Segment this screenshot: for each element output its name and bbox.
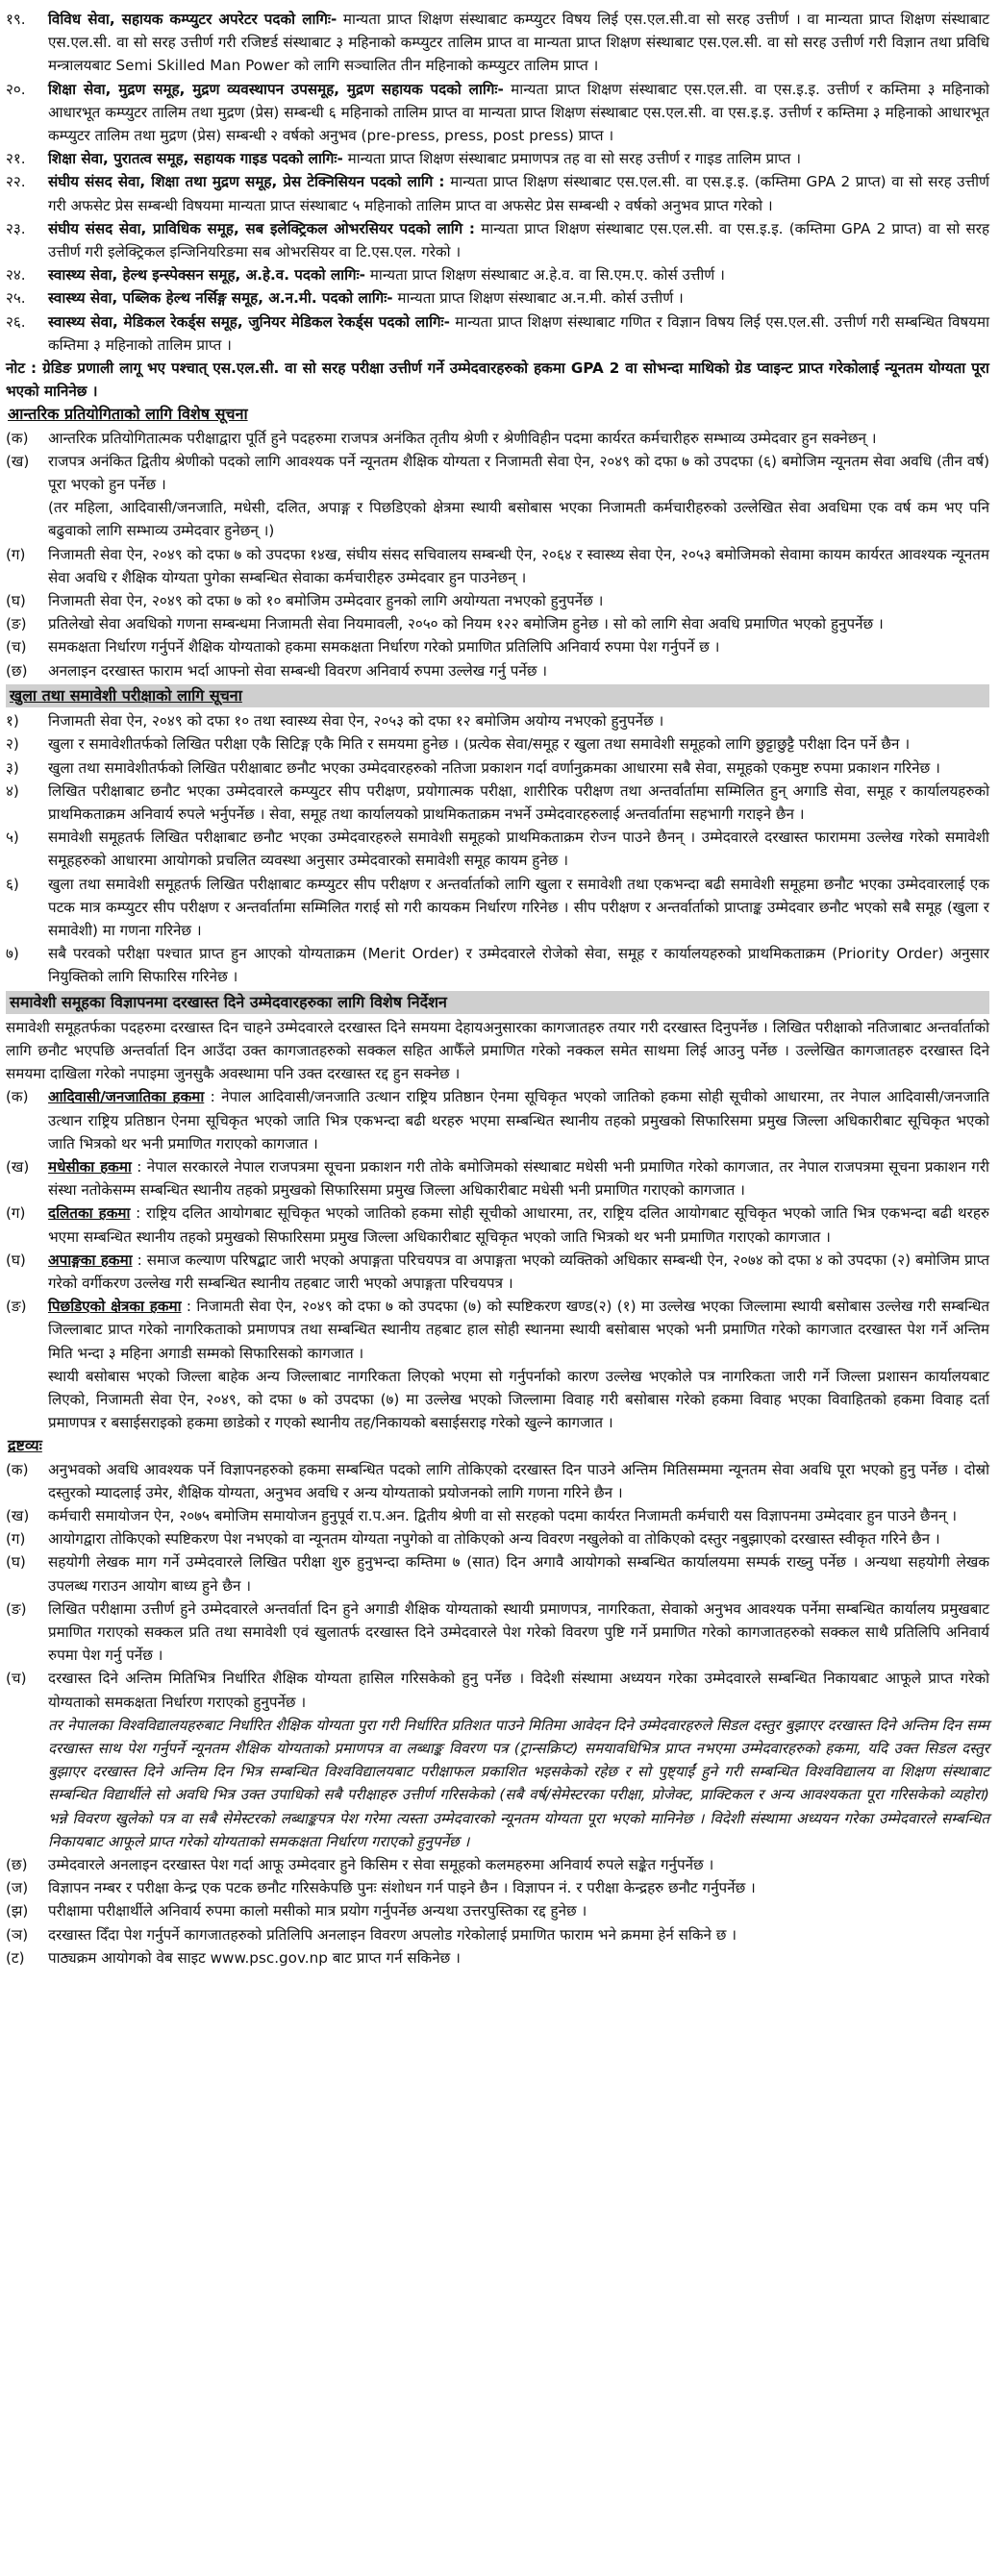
item-number: (च) <box>6 1670 27 1688</box>
list-item <box>6 450 989 496</box>
item-number: (ख) <box>6 452 30 470</box>
post-item <box>6 263 989 286</box>
list-item <box>6 732 989 755</box>
post-title: शिक्षा सेवा, मुद्रण समूह, मुद्रण व्यवस्थापन उपसमूह, मुद्रण सहायक पदको लागिः- <box>48 80 504 98</box>
item-number: (छ) <box>6 661 28 680</box>
item-text: अनुभवको अवधि आवश्यक पर्ने विज्ञापनहरुको हकमा सम्बन्धित पदको लागि तोकिएको दरखास्त दिन पाउने अन्तिम मितिसम्ममा न्यूनतम सेवा अवधि पूरा भएको हुनु पर्नेछ । दोस्रो दस्तुरको म्यादलाई उमेर, शैक्षिक योग्यता, अनुभव अवधि र अन्य योग्यताको प्रयोजनको लागि गणना गरिने छैन । <box>48 1460 989 1501</box>
list-item <box>6 1201 989 1248</box>
item-number: (ङ) <box>6 1599 27 1618</box>
post-number: २६. <box>6 312 26 331</box>
list-item <box>6 1667 989 1713</box>
item-text: खुला तथा समावेशी समूहतर्फ लिखित परीक्षाबाट कम्प्युटर सीप परीक्षण र अन्तर्वार्ताको लागि खुला र समावेशी तथा एकभन्दा बढी समावेशी समूहमा छनौट भएका उम्मेदवारलाई एक पटक मात्र कम्प्युटर सीप परीक्षण र अन्तर्वार्तामा सम्मिलित गराई सो गरी कायकम निर्धारण गरिनेछ । सीप परीक्षण र अन्तर्वार्ताको प्राप्ताङ्क उम्मेदवार छनौट भएको सबै समूह (खुला र समावेशी) मा गणना गरिनेछ । <box>48 875 989 939</box>
post-item <box>6 217 989 263</box>
post-number: २५. <box>6 289 26 308</box>
list-item <box>6 635 989 658</box>
post-title: विविध सेवा, सहायक कम्प्युटर अपरेटर पदको लागिः- <box>48 11 337 28</box>
list-item <box>6 1923 989 1946</box>
list-item <box>6 1876 989 1899</box>
item-text: दरखास्त दिँदा पेश गर्नुपर्ने कागजातहरुको प्रतिलिपि अनलाइन विवरण अपलोड गरेकोलाई प्रमाणित फाराम भने क्रममा हेर्न सकिने छ । <box>48 1925 737 1944</box>
post-requirements: मान्यता प्राप्त शिक्षण संस्थाबाट एस.एल.सी. वा एस.इ.इ. (कम्तिमा GPA 2 प्राप्त) वा सो सरह उत्तीर्ण गरी इलेक्ट्रिकल इन्जिनियरिङमा सब ओभरसियर वा टि.एस.एल. गरेको । <box>48 219 990 261</box>
item-text: राजपत्र अनंकित द्वितीय श्रेणीको पदको लागि आवश्यक पर्ने न्यूनतम शैक्षिक योग्यता र निजामती सेवा ऐन, २०४९ को दफा ७ को उपदफा (६) बमोजिम न्यूनतम सेवा अवधि (तीन वर्ष) पूरा भएको हुन पर्नेछ । <box>48 452 989 494</box>
item-number: ४) <box>6 781 19 800</box>
post-title: संघीय संसद सेवा, शिक्षा तथा मुद्रण समूह, प्रेस टेक्निसियन पदको लागि : <box>48 173 445 191</box>
group-label: आदिवासी/जनजातिका हकमा <box>48 1088 205 1106</box>
item-number: १) <box>6 712 19 731</box>
post-item <box>6 8 989 78</box>
list-item <box>6 709 989 732</box>
post-requirements: मान्यता प्राप्त शिक्षण संस्थाबाट एस.एल.सी. वा एस.इ.इ. उत्तीर्ण र कम्तिमा ३ महिनाको आधारभूत कम्प्युटर तालिम तथा मुद्रण (प्रेस) सम्बन्धी ६ महिनाको तालिम प्राप्त वा मान्यता प्राप्त शिक्षण संस्थाबाट एस.एल.सी. वा एस.इ.इ. उत्तीर्ण र कम्तिमा ३ महिनाको आधारभूत कम्प्युटर तालिम तथा मुद्रण (प्रेस) सम्बन्धी २ वर्षको अनुभव (pre-press, press, post press) प्राप्त । <box>48 80 989 145</box>
item-number: ३) <box>6 758 19 777</box>
item-number: (ग) <box>6 545 26 563</box>
open-heading: खुला तथा समावेशी परीक्षाको लागि सूचना <box>10 685 242 705</box>
item-number: ५) <box>6 829 19 847</box>
item-number: (घ) <box>6 1553 26 1572</box>
notes-list <box>6 1458 989 1714</box>
post-title: स्वास्थ्य सेवा, पब्लिक हेल्थ नर्सिङ्ग समूह, अ.न.मी. पदको लागिः- <box>48 289 393 308</box>
item-text: आन्तरिक प्रतियोगितात्मक परीक्षाद्वारा पूर्ति हुने पदहरुमा राजपत्र अनंकित तृतीय श्रेणी र श्रेणीविहीन पदमा कार्यरत कर्मचारीहरु सम्भाव्य उम्मेदवार हुन सक्नेछन् । <box>48 429 877 447</box>
list-item <box>6 1550 989 1597</box>
post-requirements: मान्यता प्राप्त शिक्षण संस्थाबाट अ.न.मी. कोर्स उत्तीर्ण । <box>392 289 684 308</box>
item-text: : नेपाल सरकारले नेपाल राजपत्रमा सूचना प्रकाशन गरी तोके बमोजिमको संस्थाबाट मधेसी भनी प्रमाणित गरेको कागजात, तर नेपाल राजपत्रमा सूचना प्रकाशन गरी संस्था नतोकेसम्म सम्बन्धित स्थानीय तहको प्रमुखको सिफारिसमा प्रमुख जिल्ला अधिकारीबाट मधेसी भनी प्रमाणित गराएको कागजात । <box>48 1157 989 1200</box>
post-number: २०. <box>6 80 26 98</box>
item-number: (ग) <box>6 1204 26 1223</box>
item-text: पाठ्यक्रम आयोगको वेब साइट www.psc.gov.np बाट प्राप्त गर्न सकिनेछ । <box>48 1948 461 1967</box>
post-requirements: मान्यता प्राप्त शिक्षण संस्थाबाट एस.एल.सी. वा एस.इ.इ. (कम्तिमा GPA 2 प्राप्त) वा सो सरह उत्तीर्ण गरी अफसेट प्रेस सम्बन्धी विषयमा मान्यता प्राप्त संस्थाबाट ५ महिनाको तालिम प्राप्त वा अफसेट प्रेस सम्बन्धी २ वर्षको अनुभव प्राप्त गरेको । <box>48 173 989 214</box>
list-item <box>6 427 989 450</box>
notes-list-2 <box>6 1853 989 1969</box>
inclusive-heading-band <box>6 991 989 1014</box>
item-text: लिखित परीक्षाबाट छनौट भएका उम्मेदवारले कम्प्युटर सीप परीक्षण, प्रयोगात्मक परीक्षा, शारीरिक परीक्षण तथा अन्तर्वार्तामा सम्मिलित हुन् अगाडि सेवा, समूह र कार्यालयहरुको प्राथमिकताक्रम अनिवार्य रुपले भर्नुपर्नेछ । सेवा, समूह तथा कार्यालयको प्राथमिकताक्रम नभर्ने उम्मेदवारहरुलाई अन्तर्वार्तामा सहभागी गराइने छैन । <box>48 781 989 823</box>
item-text: प्रतिलेखो सेवा अवधिको गणना सम्बन्धमा निजामती सेवा नियमावली, २०५० को नियम १२२ बमोजिम हुनेछ । सो को लागि सेवा अवधि प्रमाणित भएको हुनुपर्नेछ । <box>48 615 884 633</box>
item-number: (क) <box>6 1460 29 1478</box>
item-text: सबै परवको परीक्षा पश्चात प्राप्त हुन आएको योग्यताक्रम (Merit Order) र उम्मेदवारले रोजेको सेवा, समूह र कार्यालयहरुको प्राथमिकताक्रम (Priority Order) अनुसार नियुक्तिको लागि सिफारिस गरिनेछ । <box>48 945 989 986</box>
item-text: निजामती सेवा ऐन, २०४९ को दफा १० तथा स्वास्थ्य सेवा ऐन, २०५३ को दफा १२ बमोजिम अयोग्य नभएको हुनुपर्नेछ । <box>48 712 664 731</box>
item-text: आयोगद्वारा तोकिएको स्पष्टिकरण पेश नभएको वा न्यूनतम योग्यता नपुगेको वा तोकिएको अन्य विवरण नखुलेको वा तोकिएको दस्तुर नबुझाएको दरखास्त स्वीकृत गरिने छैन । <box>48 1530 940 1548</box>
post-requirements: मान्यता प्राप्त शिक्षण संस्थाबाट अ.हे.व. वा सि.एम.ए. कोर्स उत्तीर्ण । <box>364 266 725 285</box>
post-title: स्वास्थ्य सेवा, मेडिकल रेकर्ड्स समूह, जुनियर मेडिकल रेकर्ड्स पदको लागिः- <box>48 312 450 331</box>
item-number: (झ) <box>6 1902 29 1920</box>
item-text: समावेशी समूहतर्फ लिखित परीक्षाबाट छनौट भएका उम्मेदवारहरुले समावेशी समूहको प्राथमिकताक्रम रोज्न पाउने छैनन् । उम्मेदवारले दरखास्त फाराममा उल्लेख गरेको समावेशी समूहहरुको आधारमा आयोगको प्रचलित व्यवस्था अनुसार उम्मेदवारको समावेशी समूह कायम हुनेछ । <box>48 829 989 870</box>
post-number: २१. <box>6 150 26 168</box>
post-requirements: मान्यता प्राप्त शिक्षण संस्थाबाट गणित र विज्ञान विषय लिई एस.एल.सी. उत्तीर्ण गरी सम्बन्धित विषयमा कम्तिमा ३ महिनाको तालिम प्राप्त । <box>48 312 989 354</box>
item-number: (ख) <box>6 1157 30 1176</box>
item-number: (ख) <box>6 1507 30 1524</box>
grading-note <box>6 357 989 403</box>
item-number: ७) <box>6 945 19 963</box>
item-text: सहयोगी लेखक माग गर्ने उम्मेदवारले लिखित परीक्षा शुरु हुनुभन्दा कम्तिमा ७ (सात) दिन अगावै आयोगको सम्बन्धित कार्यालयमा सम्पर्क राख्नु पर्नेछ । अन्यथा सहयोगी लेखक उपलब्ध गराउन आयोग बाध्य हुने छैन । <box>48 1553 989 1595</box>
post-number: २३. <box>6 219 26 237</box>
item-number: ६) <box>6 875 19 893</box>
post-item <box>6 147 989 170</box>
list-item <box>6 1085 989 1155</box>
item-number: २) <box>6 735 19 754</box>
inclusive-heading: समावेशी समूहका विज्ञापनमा दरखास्त दिने उम्मेदवारहरुका लागि विशेष निर्देशन <box>10 992 447 1011</box>
post-title: संघीय संसद सेवा, प्राविधिक समूह, सब इलेक्ट्रिकल ओभरसियर पदको लागि : <box>48 219 475 237</box>
item-text: : राष्ट्रिय दलित आयोगबाट सूचिकृत भएको जातिको हकमा सोही सूचीको आधारमा, तर, राष्ट्रिय दलित आयोगबाट सूचिकृत भएको जाति भित्र एकभन्दा बढी थरहरु भएमा सम्बन्धित स्थानीय तहको प्रमुखको सिफारिसमा प्रमुख जिल्ला अधिकारीबाट सूचिकृत भएको जाति भित्रको थर भनी प्रमाणित गराएको कागजात । <box>48 1204 989 1246</box>
list-item <box>6 543 989 589</box>
inclusive-list <box>6 1085 989 1364</box>
list-item <box>6 756 989 780</box>
item-number: (ज) <box>6 1879 29 1897</box>
list-item <box>6 1598 989 1668</box>
item-text: उम्मेदवारले अनलाइन दरखास्त पेश गर्दा आफू उम्मेदवार हुने किसिम र सेवा समूहको कलमहरुमा अनिवार्य रुपले सङ्केत गर्नुपर्नेछ । <box>48 1856 714 1874</box>
note-text: ग्रेडिङ प्रणाली लागू भए पश्चात् एस.एल.सी. वा सो सरह परीक्षा उत्तीर्ण गर्ने उम्मेदवारहरुको हकमा GPA 2 वा सोभन्दा माथिको ग्रेड प्वाइन्ट प्राप्त गरेकोलाई न्यूनतम योग्यता पूरा भएको मानिनेछ । <box>6 359 989 401</box>
list-item <box>6 942 989 988</box>
item-text: निजामती सेवा ऐन, २०४९ को दफा ७ को उपदफा १४ख, संघीय संसद सचिवालय सम्बन्धी ऐन, २०६४ र स्वास्थ्य सेवा ऐन, २०५३ बमोजिमको सेवामा कायम कार्यरत आवश्यक न्यूनतम सेवा अवधि र शैक्षिक योग्यता पुगेका सम्बन्धित सेवाका कर्मचारीहरु उम्मेदवार हुन पाउनेछन् । <box>48 545 989 586</box>
item-number: (ट) <box>6 1948 25 1967</box>
post-item <box>6 78 989 148</box>
list-item <box>6 873 989 943</box>
item-number: (ग) <box>6 1530 26 1548</box>
item-text: : निजामती सेवा ऐन, २०४९ को दफा ७ को उपदफा (७) को स्पष्टिकरण खण्ड(२) (१) मा उल्लेख भएका जिल्लामा स्थायी बसोबास उल्लेख गरी सम्बन्धित जिल्लाबाट प्राप्त गरेको नागरिकताको प्रमाणपत्र तथा सम्बन्धित स्थानीय तहबाट हाल सोही स्थानमा स्थायी बसोबास भएको भनी प्रमाणित गरेको कागजात दरखास्त पेश गर्ने अन्तिम मिति भन्दा ३ महिना अगाडी सम्मको सिफारिसको कागजात । <box>48 1298 989 1362</box>
item-number: (ङ) <box>6 1298 27 1316</box>
open-list <box>6 709 989 988</box>
post-title: शिक्षा सेवा, पुरातत्व समूह, सहायक गाइड पदको लागिः- <box>48 150 343 168</box>
list-item <box>6 496 989 542</box>
post-list <box>6 8 989 357</box>
list-item <box>6 1946 989 1969</box>
item-number: (घ) <box>6 1251 26 1269</box>
list-item <box>6 589 989 612</box>
post-requirements: मान्यता प्राप्त शिक्षण संस्थाबाट प्रमाणपत्र तह वा सो सरह उत्तीर्ण र गाइड तालिम प्राप्त । <box>342 150 801 168</box>
list-item <box>6 780 989 826</box>
note-label: नोट : <box>6 359 37 378</box>
inclusive-intro: समावेशी समूहतर्फका पदहरुमा दरखास्त दिन चाहने उम्मेदवारले दरखास्त दिने समयमा देहायअनुसारका कागजातहरु तयार गरी दरखास्त दिनुपर्नेछ । लिखित परीक्षाको नतिजाबाट अन्तर्वार्ताको लागि छनौट भएपछि अन्तर्वार्ता दिन आउँदा उक्त कागजातहरुको सक्कल सहित आफैँले प्रमाणित गरेको नक्कल समेत साथमा लिई आउनु पर्नेछ । उल्लेखित कागजातहरु दरखास्त दिने समयमा दाखिला गरेको नपाइमा जुनसुकै अवस्थामा पनि उक्त दरखास्त रद्द हुन सक्नेछ । <box>6 1018 989 1083</box>
item-number: (ङ) <box>6 615 27 633</box>
list-item <box>6 659 989 682</box>
list-item <box>6 1899 989 1922</box>
item-text: : समाज कल्याण परिषद्बाट जारी भएको अपाङ्गता परिचयपत्र वा अपाङ्गता भएको व्यक्तिको अधिकार सम्बन्धी ऐन, २०७४ को दफा ४ को उपदफा (२) बमोजिम प्राप्त गरेको वर्गीकरण उल्लेख गरी सम्बन्धित स्थानीय तहबाट जारी भएको अपाङ्गता परिचयपत्र । <box>48 1251 989 1292</box>
item-text: समकक्षता निर्धारण गर्नुपर्ने शैक्षिक योग्यताको हकमा समकक्षता निर्धारण गरेको प्रमाणित प्रतिलिपि अनिवार्य रुपमा पेश गर्नुपर्ने छ । <box>48 638 720 656</box>
list-item <box>6 1458 989 1504</box>
item-text: लिखित परीक्षामा उत्तीर्ण हुने उम्मेदवारले अन्तर्वार्ता दिन हुने अगाडी शैक्षिक योग्यताको स्थायी प्रमाणपत्र, नागरिकता, सेवाको अनुभव आवश्यक पर्नेमा सम्बन्धित कार्यालय प्रमुखबाट प्रमाणित गराएको सक्कल प्रति तथा समावेशी एवं खुलातर्फ दरखास्त दिने उम्मेदवारले पेश गरेको विवरण पुष्टि गर्ने प्रमाणित गरेको कागजातहरुको सक्कल साथै प्रतिलिपि अनिवार्य रुपमा पेश गर्नु पर्नेछ । <box>48 1599 989 1665</box>
item-text: (तर महिला, आदिवासी/जनजाति, मधेसी, दलित, अपाङ्ग र पिछडिएको क्षेत्रमा स्थायी बसोबास भएका निजामती कर्मचारीहरुको उल्लेखित सेवा अवधिमा एक वर्ष कम भए पनि बढुवाको लागि सम्भाव्य उम्मेदवार हुनेछन् ।) <box>48 499 989 540</box>
item-text: निजामती सेवा ऐन, २०४९ को दफा ७ को १० बमोजिम उम्मेदवार हुनको लागि अयोग्यता नभएको हुनुपर्नेछ । <box>48 592 604 610</box>
item-text: कर्मचारी समायोजन ऐन, २०७५ बमोजिम समायोजन हुनुपूर्व रा.प.अन. द्वितीय श्रेणी वा सो सरहको पदमा कार्यरत निजामती कर्मचारी यस विज्ञापनमा उम्मेदवार हुन पाउने छैनन् । <box>48 1507 958 1524</box>
item-number: (ञ) <box>6 1925 29 1944</box>
group-label: दलितका हकमा <box>48 1204 131 1223</box>
internal-heading: आन्तरिक प्रतियोगिताको लागि विशेष सूचना <box>8 405 248 424</box>
post-requirements: मान्यता प्राप्त शिक्षण संस्थाबाट कम्प्युटर विषय लिई एस.एल.सी.वा सो सरह उत्तीर्ण । वा मान्यता प्राप्त शिक्षण संस्थाबाट एस.एल.सी. वा सो सरह उत्तीर्ण गरी रजिष्टर्ड संस्थाबाट ३ महिनाको कम्प्युटर तालिम प्राप्त वा मान्यता प्राप्त शिक्षण संस्थाबाट एस.एल.सी. वा सो सरह उत्तीर्ण गरी विज्ञान तथा प्रविधि मन्त्रालयबाट Semi Skilled Man Power को लागि सञ्चालित तीन महिनाको कम्प्युटर तालिम प्राप्त । <box>48 11 989 75</box>
item-text: खुला तथा समावेशीतर्फको लिखित परीक्षाबाट छनौट भएका उम्मेदवारहरुको नतिजा प्रकाशन गर्दा वर्णानुक्रमका आधारमा सबै सेवा, समूहको एकमुष्ट रुपमा प्रकाशन गरिनेछ । <box>48 758 940 777</box>
item-number: (क) <box>6 1088 29 1106</box>
item-text: विज्ञापन नम्बर र परीक्षा केन्द्र एक पटक छनौट गरिसकेपछि पुनः संशोधन गर्न पाइने छैन । विज्ञापन नं. र परीक्षा केन्द्रहरु छनौट गर्नुपर्नेछ । <box>48 1879 756 1897</box>
item-text: : नेपाल आदिवासी/जनजाति उत्थान राष्ट्रिय प्रतिष्ठान ऐनमा सूचिकृत भएको जातिको हकमा सोही सूचीको आधारमा, तर नेपाल आदिवासी/जनजाति उत्थान राष्ट्रिय प्रतिष्ठान ऐनमा सूचिकृत भएको जाति भित्र एकभन्दा बढी थरहरु भएमा सम्बन्धित स्थानीय तहको प्रमुखको सिफारिसमा प्रमुख जिल्ला अधिकारीबाट सूचिकृत भएको जाति भित्रको थर भनी प्रमाणित गराएको कागजात । <box>48 1088 989 1152</box>
post-item <box>6 286 989 310</box>
post-item <box>6 170 989 216</box>
post-number: १९. <box>6 11 26 28</box>
group-label: अपाङ्गका हकमा <box>48 1251 133 1269</box>
transcript-provision: तर नेपालका विश्वविद्यालयहरुबाट निर्धारित शैक्षिक योग्यता पुरा गरी निर्धारित प्रतिशत पाउने मितिमा आवेदन दिने उम्मेदवारहरुले सिडल दस्तुर बुझाएर दरखास्त दिने अन्तिम दिन सम्म दरखास्त साथ पेश गर्नुपर्ने न्यूनतम शैक्षिक योग्यताको प्रमाणपत्र वा लब्धाङ्क विवरण पत्र (ट्रान्सक्रिप्ट) समयावधिभित्र प्राप्त नभएमा उम्मेदवारहरुको हकमा, यदि उक्त सिडल दस्तुर बुझाएर दरखास्त दिने अन्तिम दिन भित्र सम्बन्धित विश्वविद्यालयबाट परीक्षाफल प्रकाशित भइसकेको रहेछ र सो पुष्ट्याईं हुने गरी सम्बन्धित विश्वविद्यालय वा शिक्षण संस्थाबाट सम्बन्धित विद्यार्थीले सो अवधि भित्र उक्त उपाधिको सबै परीक्षाहरु उत्तीर्ण गरिसकेको (सबै वर्ष/सेमेस्टरका परीक्षा, प्रोजेक्ट, प्राक्टिकल र अन्य आवश्यकता पूरा गरिसकेको व्यहोरा) भन्ने विवरण खुलेको पत्र वा सबै सेमेस्टरको लब्धाङ्कपत्र पेश गरेमा त्यस्ता उम्मेदवारको न्यूनतम योग्यता पूरा भएको मानिनेछ । विदेशी संस्थामा अध्ययन गरेका उम्मेदवारले सम्बन्धित निकायबाट आफूले प्राप्त गरेको योग्यताको समकक्षता निर्धारण गराएको हुनुपर्नेछ । <box>48 1716 989 1850</box>
list-item <box>6 1504 989 1527</box>
list-item <box>6 1249 989 1295</box>
item-text: दरखास्त दिने अन्तिम मितिभित्र निर्धारित शैक्षिक योग्यता हासिल गरिसकेको हुनु पर्नेछ । विदेशी संस्थामा अध्ययन गरेका उम्मेदवारले सम्बन्धित निकायबाट आफूले प्राप्त गरेको योग्यताको समकक्षता निर्धारण गराएको हुनुपर्नेछ । <box>48 1670 989 1711</box>
item-number: (क) <box>6 429 29 447</box>
post-title: स्वास्थ्य सेवा, हेल्थ इन्स्पेक्सन समूह, अ.हे.व. पदको लागिः- <box>48 266 365 285</box>
list-item <box>6 1853 989 1876</box>
open-heading-band <box>6 684 989 707</box>
group-label: पिछडिएको क्षेत्रका हकमा <box>48 1298 182 1316</box>
post-number: २४. <box>6 266 26 285</box>
notes-heading: द्रष्टव्यः <box>8 1436 42 1455</box>
inclusive-tail: स्थायी बसोबास भएको जिल्ला बाहेक अन्य जिल्लाबाट नागरिकता लिएको भएमा सो गर्नुपर्नाको कारण उल्लेख भएकोले पत्र नागरिकता जारी गर्ने जिल्ला प्रशासन कार्यालयबाट लिएको, निजामती सेवा ऐन, २०४९, को दफा ७ को उपदफा (७) मा उल्लेख भएको जिल्लामा विवाह गरी बसोबास गरेको हकमा विवाह भएका विवाहितको हकमा विवाह दर्ता प्रमाणपत्र र बसाईसराइको हकमा छाडेको र गएको स्थानीय तह/निकायको बसाईसराइ गरेको खुल्ने कागजात । <box>48 1367 989 1432</box>
list-item <box>6 1155 989 1201</box>
item-text: खुला र समावेशीतर्फको लिखित परीक्षा एकै सिटिङ्ग एकै मिति र समयमा हुनेछ । (प्रत्येक सेवा/समूह र खुला तथा समावेशी समूहको लागि छुट्टाछुट्टै परीक्षा दिन पर्ने छैन । <box>48 735 911 754</box>
item-text: परीक्षामा परीक्षार्थीले अनिवार्य रुपमा कालो मसीको मात्र प्रयोग गर्नुपर्नेछ अन्यथा उत्तरपुस्तिका रद्द हुनेछ । <box>48 1902 587 1920</box>
list-item <box>6 612 989 635</box>
item-number: (छ) <box>6 1856 28 1874</box>
item-number: (च) <box>6 638 27 656</box>
post-item <box>6 310 989 357</box>
group-label: मधेसीका हकमा <box>48 1157 132 1176</box>
item-number: (घ) <box>6 592 26 610</box>
post-number: २२. <box>6 173 26 191</box>
list-item <box>6 1295 989 1365</box>
item-text: अनलाइन दरखास्त फाराम भर्दा आफ्नो सेवा सम्बन्धी विवरण अनिवार्य रुपमा उल्लेख गर्नु पर्नेछ । <box>48 661 548 680</box>
internal-list <box>6 427 989 682</box>
list-item <box>6 826 989 872</box>
list-item <box>6 1527 989 1550</box>
